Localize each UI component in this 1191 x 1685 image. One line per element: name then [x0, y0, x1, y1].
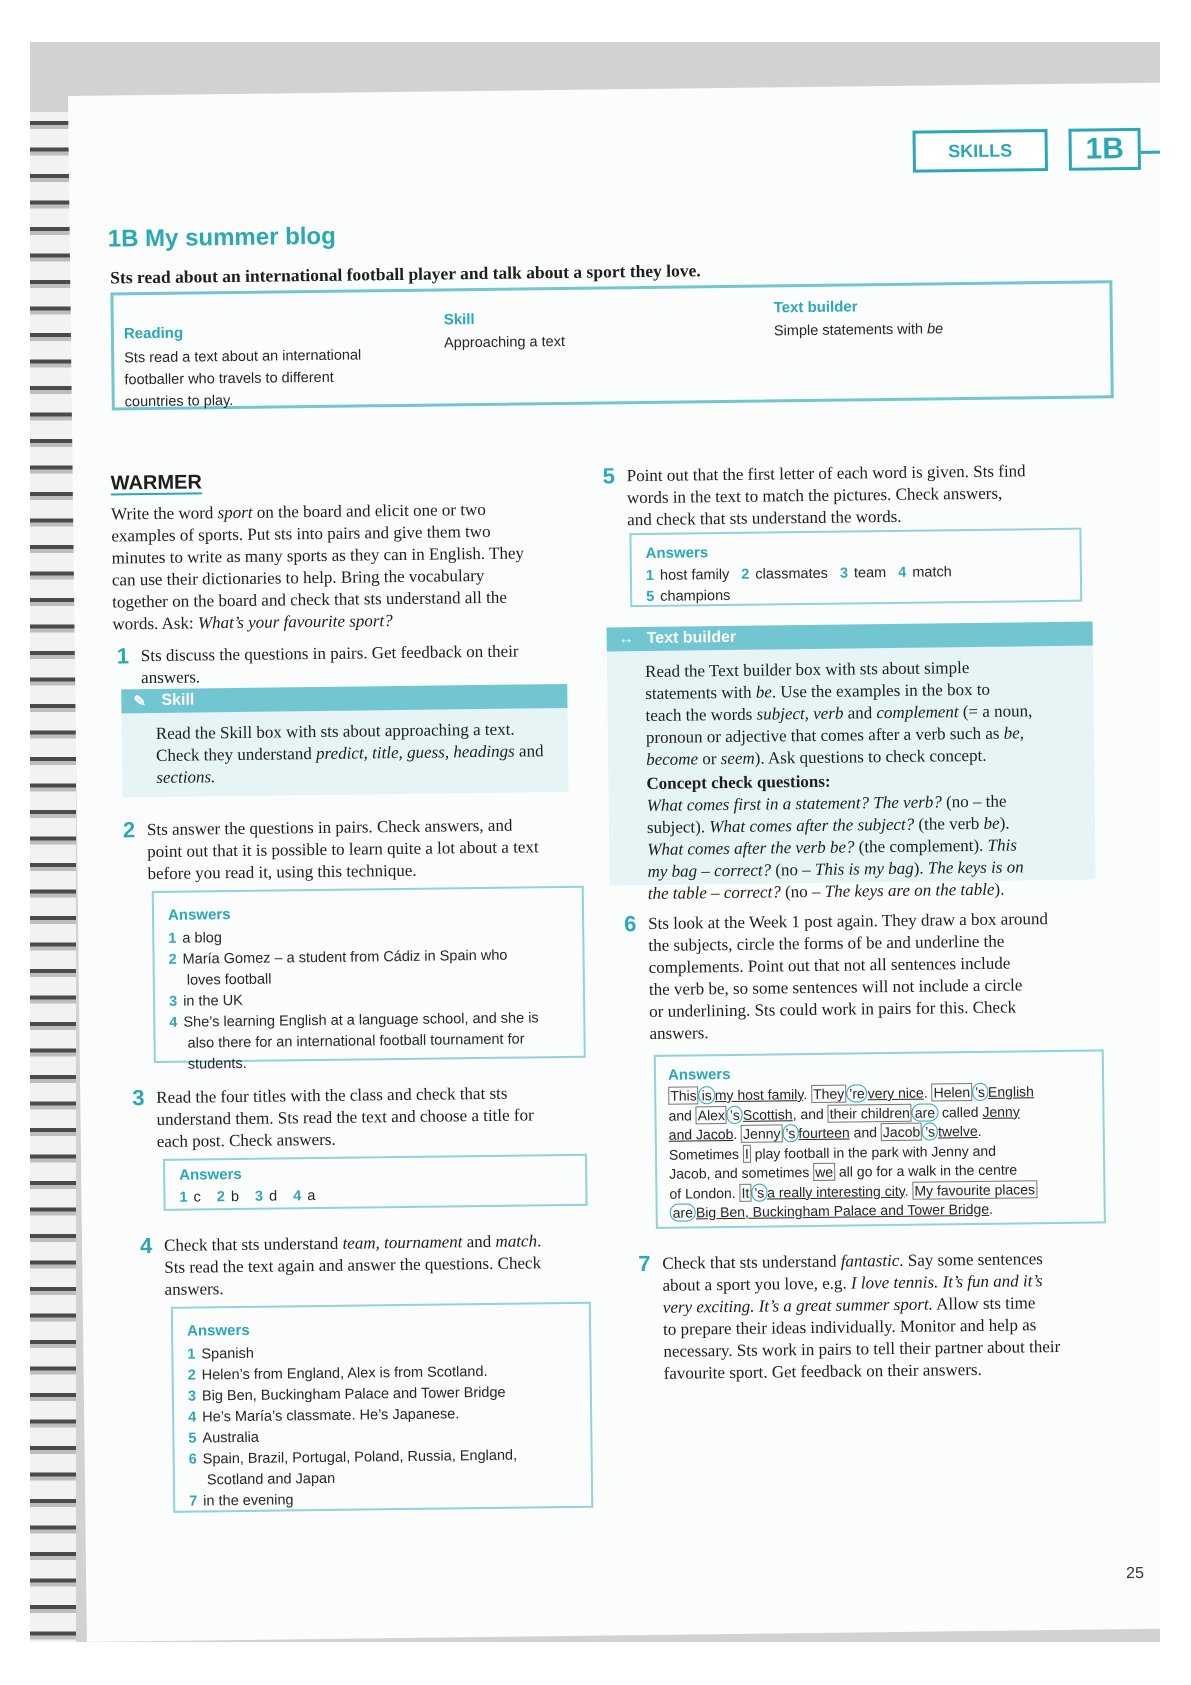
overview-reading-label: Reading: [123, 324, 184, 343]
answer-item: 7 in the evening: [189, 1492, 294, 1510]
answers-5-box: [629, 528, 1082, 608]
pencil-icon: ✎: [133, 693, 147, 711]
step-4-number: 4: [139, 1233, 153, 1259]
overview-box: [110, 280, 1113, 410]
step-5-number: 5: [602, 463, 616, 489]
spiral-binding: [30, 112, 76, 1642]
answer-item: 2 Helen’s from England, Alex is from Scotland.: [187, 1363, 488, 1384]
answers-6-label: Answers: [667, 1065, 731, 1084]
answers-3-list: 1 c 2 b 3 d 4 a: [179, 1188, 316, 1206]
answer-item: 5 Australia: [188, 1429, 260, 1447]
answers-4-list: 1 Spanish 2 Helen’s from England, Alex is from Scotland. 3 Big Ben, Buckingham Palace and Tower Bridge 4 He’s María’s classmate. He’s Japanese. 5 Australia 6 Spain, Brazil, Portugal, Poland, Russia, England, Scotland and Japan 7 in the evening: [187, 1341, 517, 1513]
step-3-number: 3: [132, 1085, 145, 1111]
skill-box-header: ✎ Skill: [121, 684, 567, 713]
answers-6-text: This is my host family. They ’re very nice. Helen ’s English and Alex ’s Scottish, and their children are called Jenny and Jacob. Jenny ’s fourteen and Jacob ’s twelve. Sometimes I play football in the park with Jenny and Jacob, and sometimes we all go for a walk in the centre of London. It ’s a really interesting city. My favourite places are Big Ben, Buckingham Palace and Tower Bridge.: [668, 1082, 1037, 1223]
warmer-heading: WARMER: [110, 471, 202, 495]
text-builder-header: ↔ Text builder: [607, 622, 1093, 652]
step-6-number: 6: [624, 911, 637, 937]
overview-skill-label: Skill: [443, 311, 475, 329]
scanned-page-background: [30, 42, 1160, 1642]
answers-2-list: 1 a blog 2 María Gomez – a student from Cádiz in Spain who loves football 3 in the UK 4 She’s learning English at a language school, and she is also there for an international football tournament for students.: [168, 924, 539, 1076]
answer-item: 1 Spanish: [187, 1345, 254, 1363]
page-title: 1B My summer blog: [107, 222, 336, 253]
answers-4-box: [171, 1302, 593, 1513]
answer-item: 2 María Gomez – a student from Cádiz in Spain who: [168, 947, 508, 968]
answers-5-label: Answers: [645, 544, 709, 562]
step-7-number: 7: [638, 1250, 651, 1277]
answer-item: 4 She’s learning English at a language school, and she is: [169, 1010, 539, 1031]
step-1-number: 1: [116, 643, 130, 669]
answers-6-box: [654, 1049, 1106, 1228]
answers-3-label: Answers: [179, 1165, 242, 1184]
answers-4-label: Answers: [186, 1321, 250, 1340]
overview-skill-text: Approaching a text: [443, 333, 566, 352]
overview-textbuilder-text: Simple statements with be: [773, 321, 944, 340]
step-2-number: 2: [122, 817, 136, 843]
answers-2-box: [152, 886, 586, 1073]
answer-item: 4 He’s María’s classmate. He’s Japanese.: [188, 1406, 460, 1426]
answer-item: 3 Big Ben, Buckingham Palace and Tower Bridge: [187, 1384, 506, 1405]
answer-item: 1 a blog: [168, 930, 222, 947]
lesson-summary: Sts read about an international football player and talk about a sport they love.: [110, 260, 701, 288]
answers-2-label: Answers: [167, 906, 231, 924]
answers-3-box: [163, 1154, 588, 1211]
ccq-label: Concept check questions:: [646, 771, 831, 793]
answers-5-list: 1 host family 2 classmates 3 team 4 match 5 champions: [645, 564, 952, 605]
skills-tab: SKILLS: [912, 129, 1048, 173]
answer-item: 3 in the UK: [168, 992, 243, 1010]
page-number: 25: [1126, 1564, 1145, 1583]
page-sheet: SKILLS 1B 1B My summer blog Sts read about an international football player and talk about a sport they love. Reading Sts read a text about an international footballer who travels to different countries to play. Skill Approaching a text Text builder Simple statements with be WARMER Write the word sport on the board and elicit one or two examples of sports. Put sts into pairs and give them two minutes to write as many sports as they can in English. They can use their dictionaries to help. Bring the vocabulary together on the board and check that sts understand all the words. Ask: What’s your favourite sport? 1 Sts discuss the questions in pairs. Get feedback on their answers. ✎ Skill Read the Skill box with sts about approaching a text. Check they understand predict, title, guess, headings and sections. 2 Sts answer the questions in pairs. Check answers, and point out that it is possible to learn quite a lot about a text before you read it, using this technique. Answers 1 a blog 2 María Gomez – a student from Cádiz in Spain who loves football 3 in the UK 4 She’s learning English at a language school, and she is also there for an international football tournament for students. 3 Read the four titles with the class and check that sts understand them. Sts read the text and choose a title for each post. Check answers. Answers 1 c 2 b 3 d 4 a 4 Check that sts understand team, tournament and match. Sts read the text again and answer the questions. Check answers. Answers 1 Spanish 2 Helen’s from England, Alex is from Scotland. 3 Big Ben, Buckingham Palace and Tower Bridge 4 He’s María’s classmate. He’s Japanese. 5 Australia 6 Spain, Brazil, Portugal, Poland, Russia, England, Scotland and Japan 7 in the evening 5 Point out that the first letter of each word is given. Sts find words in the text to match the pictures. Check answers, and check that sts understand the words. Answers 1 host family 2 classmates 3 team 4 match 5 champions ↔ Text builder Read the Text builder box with sts about simple statements with be. Use the examples in the box to teach the words subject, verb and complement (= a noun, pronoun or adjective that comes after a verb such as be, become or seem). Ask questions to check concept. Concept check questions: What comes first in a statement? The verb? (no – the subject). What comes after the subject? (the verb be). What comes after the verb be? (the complement). This my bag – correct? (no – This is my bag). The keys is on the table – correct? (no – The keys are on the table). 6 Sts look at the Week 1 post again. They draw a box around the subjects, circle the forms of be and underline the complements. Point out that not all sentences include the verb be, so some sentences will not include a circle or underlining. Sts could work in pairs for this. Check answers. Answers This is my host family. They ’re very nice. Helen ’s English and Alex ’s Scottish, and their children are called Jenny and Jacob. Jenny ’s fourteen and Jacob ’s twelve. Sometimes I play football in the park with Jenny and Jacob, and sometimes we all go for a walk in the centre of London. It ’s a really interesting city. My favourite places are Big Ben, Buckingham Palace and Tower Bridge. 7 Check that sts understand fantastic. Say some sentences about a sport you love, e.g. I love tennis. It’s fun and it’s very exciting. It’s a great summer sport. Allow sts time to prepare their ideas individually. Monitor and help as necessary. Sts work in pairs to tell their partner about their favourite sport. Get feedback on their answers. 25: [68, 83, 1160, 1642]
overview-textbuilder-label: Text builder: [773, 298, 858, 317]
arrows-icon: ↔: [618, 630, 634, 648]
unit-tab: 1B: [1068, 128, 1141, 171]
answer-item: 6 Spain, Brazil, Portugal, Poland, Russia, England,: [188, 1447, 518, 1468]
overview-reading-text: Sts read a text about an international footballer who travels to different countries to play.: [124, 347, 362, 411]
